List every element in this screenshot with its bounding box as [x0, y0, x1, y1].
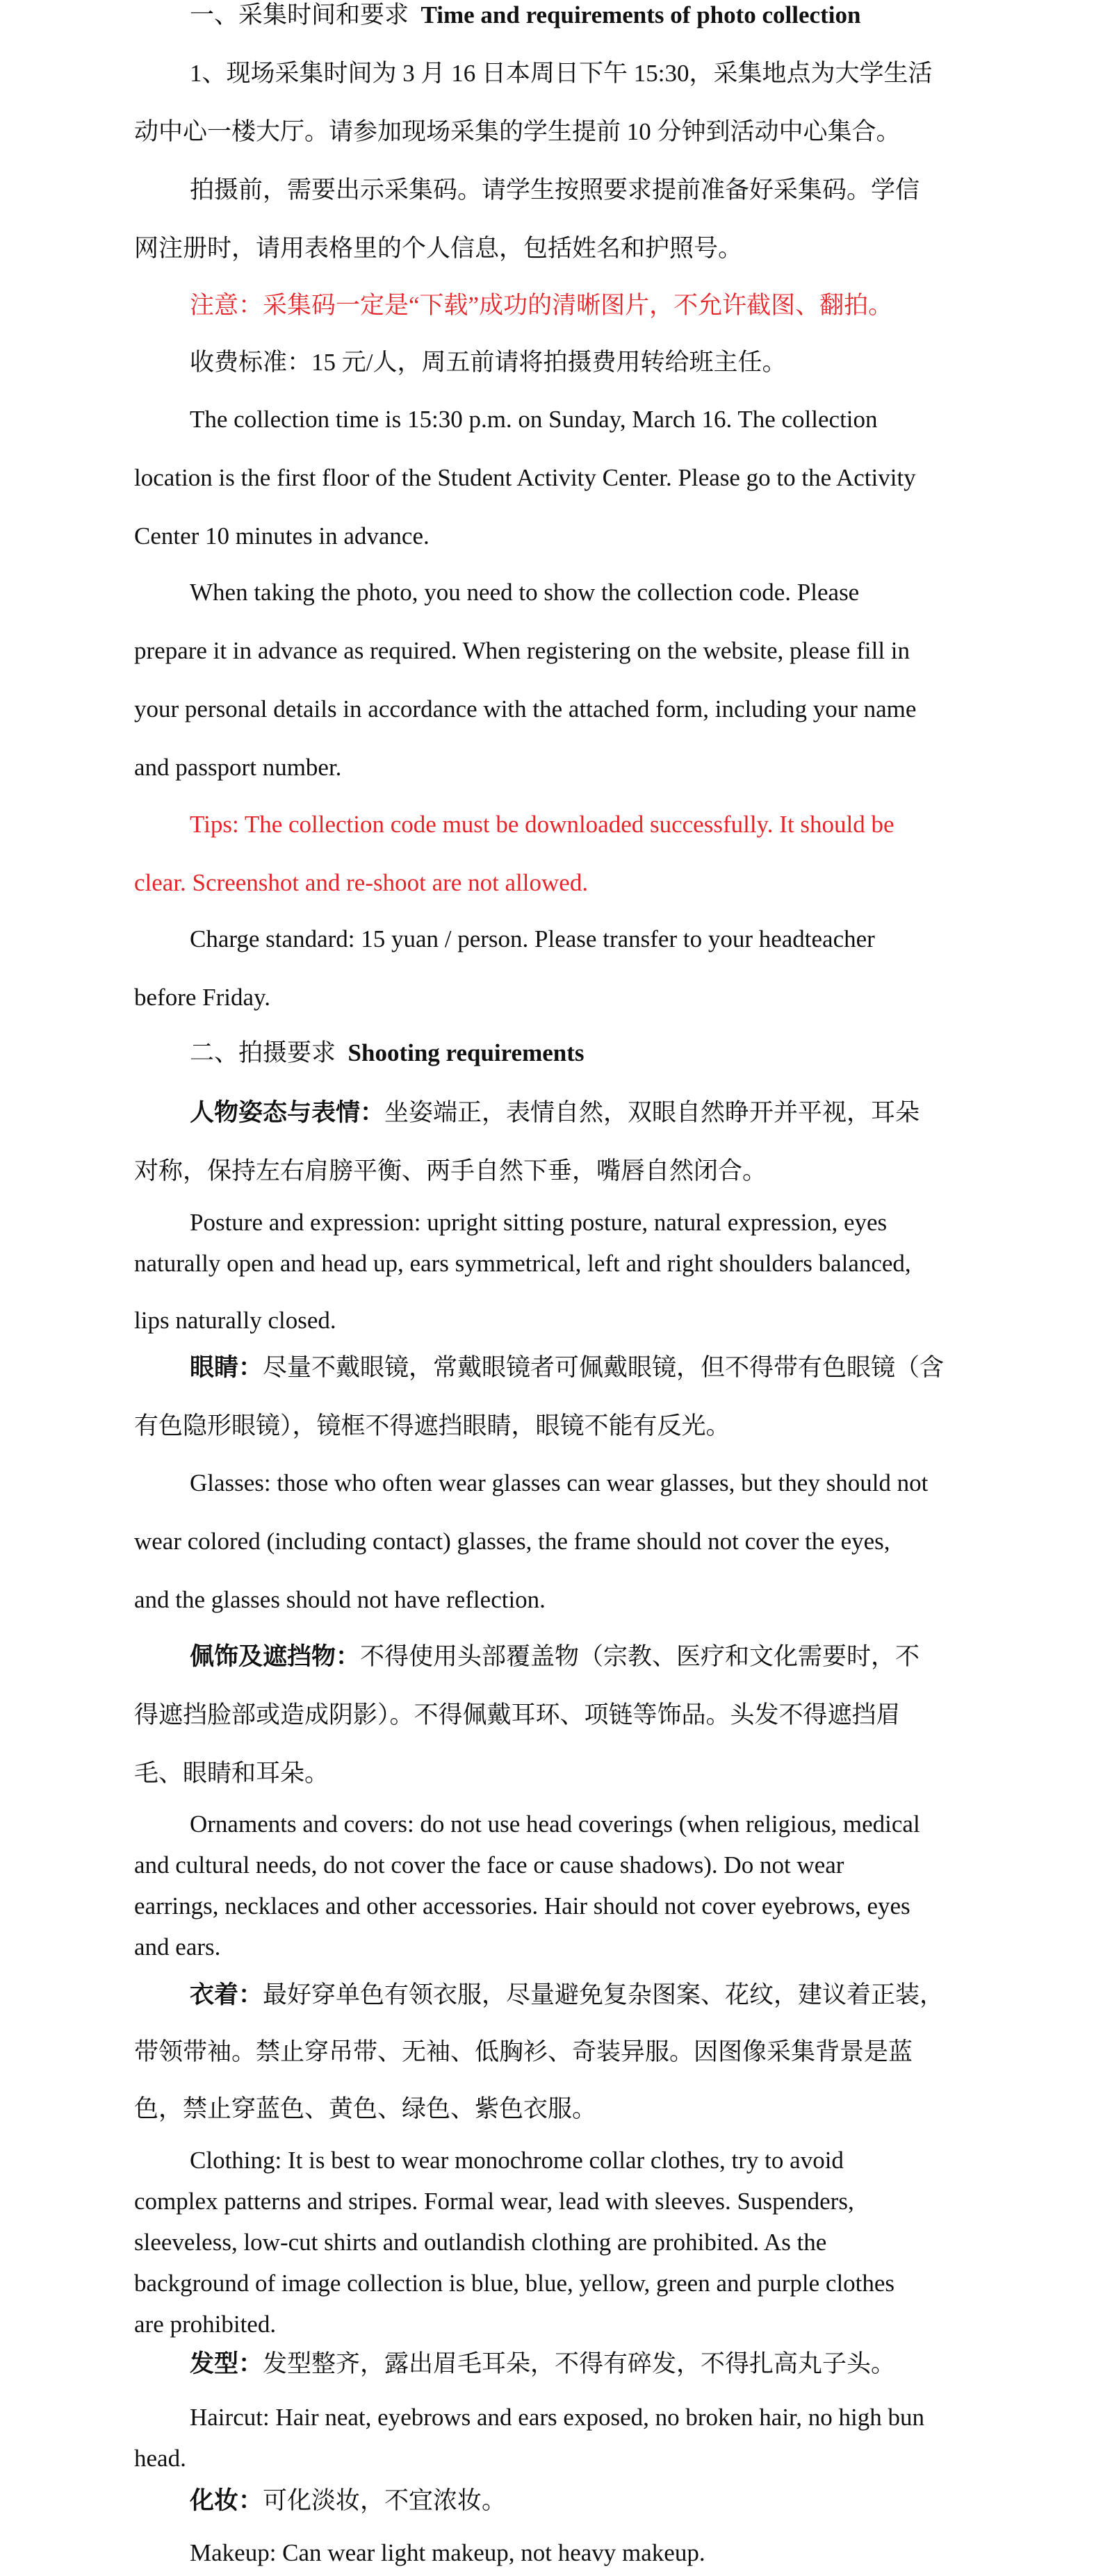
en-glasses-paragraph: Glasses: those who often wear glasses can wear glasses, but they should not wear colored (including contact) glasses, the frame should not cover the eyes, and the glasses should not have reflection.: [134, 1469, 929, 1613]
cn-warning-note: 注意：采集码一定是“下载”成功的清晰图片，不允许截图、翻拍。: [190, 292, 893, 319]
en-hair-paragraph: Haircut: Hair neat, eyebrows and ears exposed, no broken hair, no high bun head.: [134, 2404, 925, 2472]
makeup-label: 化妆：: [190, 2487, 263, 2514]
hair-label: 发型：: [190, 2350, 263, 2377]
en-makeup-paragraph: Makeup: Can wear light makeup, not heavy makeup.: [190, 2539, 705, 2566]
cn-clothing-paragraph: 衣着：最好穿单色有领衣服，尽量避免复杂图案、花纹，建议着正装， 带领带袖。禁止穿吊带、无袖、低胸衫、奇装异服。因图像采集背景是蓝 色，禁止穿蓝色、黄色、绿色、紫色衣服。: [134, 1981, 945, 2122]
section-1-heading: [134, 0, 1031, 31]
cn-collection-code-paragraph: 拍摄前，需要出示采集码。请学生按照要求提前准备好采集码。学信 网注册时，请用表格里的个人信息，包括姓名和护照号。: [134, 176, 920, 262]
en-collection-code-paragraph: When taking the photo, you need to show the collection code. Please prepare it in advance as required. When registering on the website, please fill in your personal details in accordance with the attached form, including your name and passport number.: [134, 579, 917, 781]
posture-label: 人物姿态与表情：: [190, 1099, 385, 1126]
section-1-heading-cn: 一、采集时间和要求: [190, 1, 409, 28]
cn-ornaments-paragraph: 佩饰及遮挡物：不得使用头部覆盖物（宗教、医疗和文化需要时，不 得遮挡脸部或造成阴影）。不得佩戴耳环、项链等饰品。头发不得遮挡眉 毛、眼睛和耳朵。: [134, 1643, 920, 1787]
en-collection-time-paragraph: The collection time is 15:30 p.m. on Sunday, March 16. The collection location is the first floor of the Student Activity Center. Please go to the Activity Center 10 minutes in advance.: [134, 406, 916, 550]
en-posture-paragraph-end: lips naturally closed.: [134, 1307, 336, 1334]
en-ornaments-paragraph: Ornaments and covers: do not use head coverings (when religious, medical and cultural needs, do not cover the face or cause shadows). Do not wear earrings, necklaces and other accessories. Hair should not cover eyebrows, eyes and ears.: [134, 1810, 920, 1960]
en-warning-tips: Tips: The collection code must be downloaded successfully. It should be clear. Screenshot and re-shoot are not allowed.: [134, 811, 894, 896]
glasses-label: 眼睛：: [190, 1354, 263, 1381]
cn-collection-time-paragraph: 1、现场采集时间为 3 月 16 日本周日下午 15:30，采集地点为大学生活 动中心一楼大厅。请参加现场采集的学生提前 10 分钟到活动中心集合。: [134, 60, 933, 145]
section-1-heading-en: Time and requirements of photo collection: [420, 1, 861, 28]
cn-fee-paragraph: 收费标准：15 元/人，周五前请将拍摄费用转给班主任。: [190, 349, 787, 376]
clothing-label: 衣着：: [190, 1981, 263, 2008]
section-2-heading: [134, 1037, 1031, 1070]
section-2-heading-en: Shooting requirements: [348, 1039, 585, 1066]
ornaments-label: 佩饰及遮挡物：: [190, 1643, 361, 1670]
section-2-heading-cn: 二、拍摄要求: [190, 1039, 336, 1066]
cn-posture-paragraph: 人物姿态与表情：坐姿端正，表情自然，双眼自然睁开并平视，耳朵 对称，保持左右肩膀平衡、两手自然下垂，嘴唇自然闭合。: [134, 1099, 920, 1184]
en-clothing-paragraph: Clothing: It is best to wear monochrome collar clothes, try to avoid complex patterns and stripes. Formal wear, lead with sleeves. Suspenders, sleeveless, low-cut shirts and outlandish clothing are prohibited. As the background of image collection is blue, blue, yellow, green and purple clothes are prohibited.: [134, 2147, 895, 2338]
en-fee-paragraph: Charge standard: 15 yuan / person. Please transfer to your headteacher before Friday.: [134, 925, 875, 1011]
cn-glasses-paragraph: 眼睛：尽量不戴眼镜，常戴眼镜者可佩戴眼镜，但不得带有色眼镜（含 有色隐形眼镜），镜框不得遮挡眼睛，眼镜不能有反光。: [134, 1354, 945, 1439]
cn-hair-paragraph: 发型：发型整齐，露出眉毛耳朵，不得有碎发，不得扎高丸子头。: [190, 2350, 896, 2377]
cn-makeup-paragraph: 化妆：可化淡妆，不宜浓妆。: [190, 2487, 507, 2514]
en-posture-paragraph: Posture and expression: upright sitting posture, natural expression, eyes naturally open and head up, ears symmetrical, left and right shoulders balanced,: [134, 1209, 911, 1277]
